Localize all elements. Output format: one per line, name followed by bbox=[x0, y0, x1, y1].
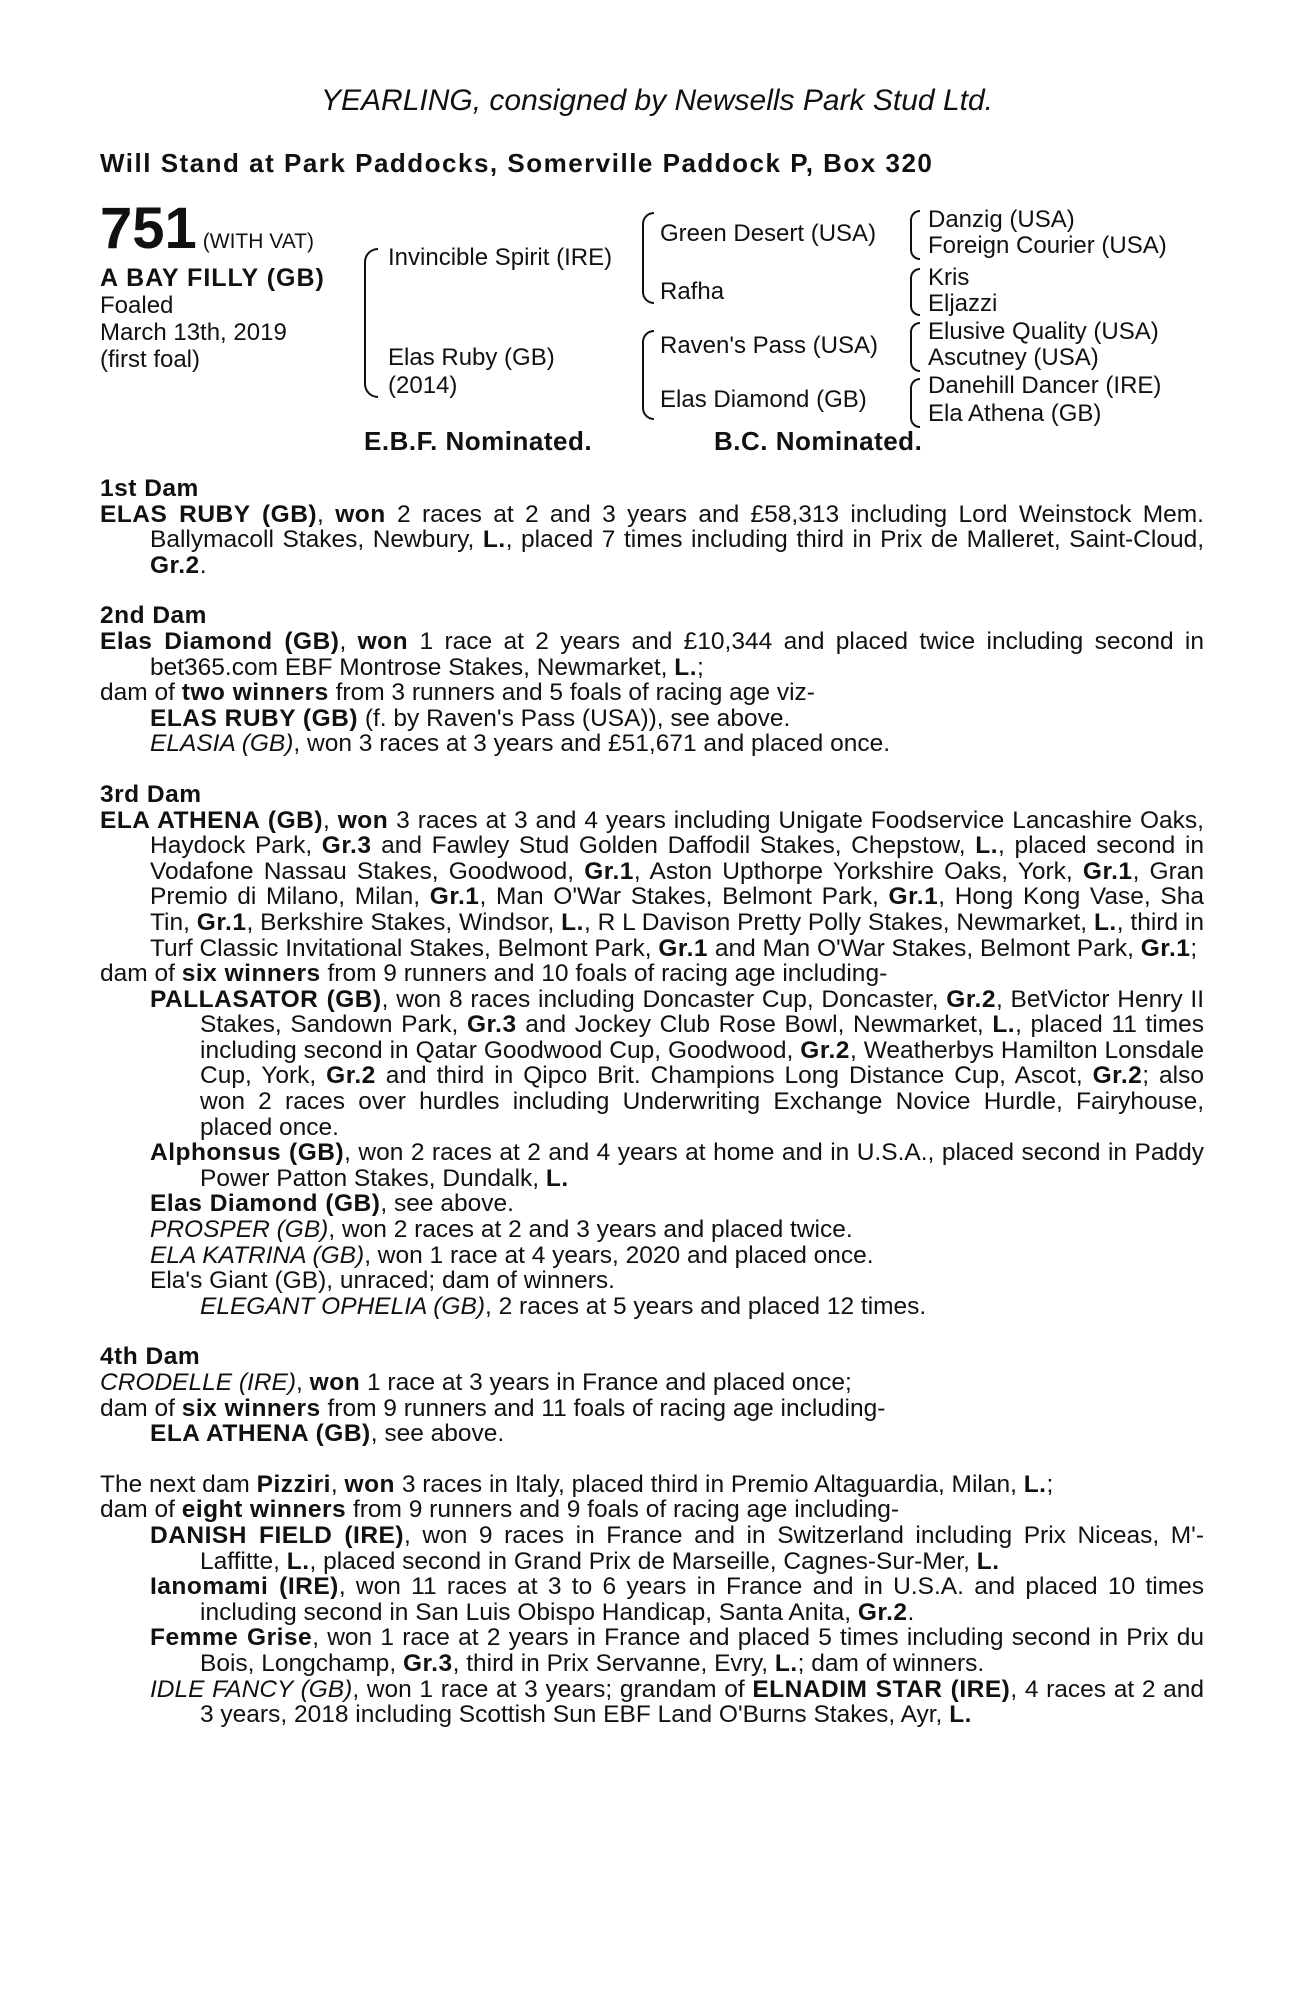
winners-count: two winners bbox=[181, 679, 329, 707]
progeny-name: Ianomami (IRE) bbox=[150, 1573, 339, 1601]
race-text: , won 9 races in France and in Switzerland including Prix Niceas, M'-Laffitte, bbox=[200, 1521, 1204, 1575]
produce-text: from 9 runners and 9 foals of racing age including- bbox=[346, 1496, 900, 1524]
dam-of-label: dam of bbox=[100, 960, 182, 988]
race-text: , Hong Kong Vase, Sha Tin, bbox=[150, 883, 1205, 936]
second-dam-name: Elas Diamond (GB) bbox=[100, 627, 340, 655]
race-text: ; bbox=[1046, 1470, 1054, 1498]
next-dam-section bbox=[100, 1472, 1204, 1728]
winners-count: six winners bbox=[181, 1394, 321, 1422]
grade-label: Gr.1 bbox=[1082, 857, 1133, 885]
grade-label: Gr.3 bbox=[466, 1011, 517, 1039]
bc-nominated: B.C. Nominated. bbox=[714, 426, 923, 456]
grade-label: L. bbox=[482, 526, 506, 554]
progeny-entry: Ela's Giant (GB), unraced; dam of winners. bbox=[150, 1267, 615, 1295]
produce-summary bbox=[100, 1497, 1204, 1523]
next-dam-entry bbox=[100, 1472, 1204, 1498]
progeny-name: IDLE FANCY (GB) bbox=[150, 1675, 353, 1703]
winners-count: eight winners bbox=[181, 1496, 347, 1524]
ebf-nominated: E.B.F. Nominated. bbox=[364, 426, 593, 456]
race-text: and Man O'War Stakes, Belmont Park, bbox=[708, 934, 1141, 962]
grade-label: Gr.2 bbox=[150, 551, 200, 579]
race-text: ; bbox=[697, 653, 704, 681]
grade-label: Gr.1 bbox=[196, 908, 247, 936]
race-text: . bbox=[199, 551, 207, 579]
progeny-entry bbox=[100, 731, 1204, 757]
dam-of-label: dam of bbox=[100, 1496, 182, 1524]
progeny-text: , see above. bbox=[370, 1420, 505, 1448]
grade-label: Gr.1 bbox=[584, 857, 634, 885]
winners-count: six winners bbox=[181, 960, 321, 988]
grade-label: Gr.2 bbox=[1092, 1062, 1143, 1090]
dam-parents-brace bbox=[642, 330, 654, 420]
gg-3: Kris bbox=[928, 264, 970, 291]
consignment-line: YEARLING, consigned by Newsells Park Stud Ltd. bbox=[321, 84, 993, 117]
grade-label: L. bbox=[975, 832, 999, 860]
g-brace-1 bbox=[910, 210, 920, 260]
sire-dam: Rafha bbox=[660, 278, 725, 305]
third-dam-heading: 3rd Dam bbox=[100, 780, 202, 808]
progeny-entry bbox=[100, 1217, 1204, 1243]
first-dam-section bbox=[100, 476, 1204, 578]
progeny-name: ELEGANT OPHELIA (GB) bbox=[200, 1292, 485, 1320]
third-dam-entry: ELA ATHENA (GB), won 3 races at 3 and 4 years including Unigate Foodservice Lancashire Oaks, Haydock Park, Gr.3 and Fawley Stud Golden Daffodil Stakes, Chepstow, L., placed second in Vodafone Nassau Stakes, Goodwood, Gr.1, Aston Upthorpe Yorkshire Oaks, York, Gr.1, Gran Premio di Milano, Milan, Gr.1, Man O'War Stakes, Belmont Park, Gr.1, Hong Kong Vase, Sha Tin, Gr.1, Berkshire Stakes, Windsor, L., R L Davison Pretty Polly Stakes, Newmarket, L., third in Turf Classic Invitational Stakes, Belmont Park, Gr.1 and Man O'War Stakes, Belmont Park, Gr.1; bbox=[100, 806, 1205, 962]
grade-label: Gr.3 bbox=[402, 1649, 453, 1677]
race-text: and Fawley Stud Golden Daffodil Stakes, Chepstow, bbox=[371, 832, 976, 860]
race-text: 1 race at 2 years and £10,344 and placed twice including second in bet365.com EBF Montrose Stakes, Newmarket, bbox=[150, 627, 1204, 681]
race-text: , third in Prix Servanne, Evry, bbox=[452, 1649, 775, 1677]
dam-year: (2014) bbox=[388, 372, 458, 399]
foaled-label: Foaled bbox=[100, 292, 174, 319]
sire-dam-brace bbox=[364, 248, 378, 398]
won-label: won bbox=[344, 1470, 396, 1498]
progeny-name: Alphonsus (GB) bbox=[150, 1139, 345, 1167]
grand-progeny-entry bbox=[100, 1294, 1204, 1320]
race-text: , won 1 race at 2 years in France and placed 5 times including second in Prix du Bois, Longchamp, bbox=[200, 1624, 1204, 1677]
race-text: , Weatherbys Hamilton Lonsdale Cup, York, bbox=[200, 1036, 1204, 1090]
race-text: , R L Davison Pretty Polly Stakes, Newmarket, bbox=[583, 908, 1094, 936]
race-text: , BetVictor Henry II Stakes, Sandown Park, bbox=[200, 985, 1204, 1039]
grade-label: L. bbox=[774, 1649, 798, 1677]
gg-5: Elusive Quality (USA) bbox=[928, 318, 1159, 345]
progeny-entry bbox=[100, 1625, 1204, 1676]
sire: Invincible Spirit (IRE) bbox=[388, 244, 613, 271]
race-text: and Jockey Club Rose Bowl, Newmarket, bbox=[516, 1011, 993, 1039]
race-text: and third in Qipco Brit. Champions Long Distance Cup, Ascot, bbox=[375, 1062, 1093, 1090]
progeny-name: Femme Grise bbox=[150, 1624, 313, 1652]
grade-label: Gr.3 bbox=[321, 832, 372, 860]
progeny-entry bbox=[100, 706, 1204, 732]
next-dam-lead: The next dam bbox=[100, 1470, 257, 1498]
grade-label: L. bbox=[992, 1011, 1016, 1039]
grade-label: Gr.2 bbox=[857, 1598, 908, 1626]
race-text: ; bbox=[1190, 934, 1198, 962]
grade-label: L. bbox=[286, 1547, 310, 1575]
horse-name: A BAY FILLY (GB) bbox=[100, 264, 325, 292]
g-brace-2 bbox=[910, 268, 920, 316]
race-text: , Aston Upthorpe Yorkshire Oaks, York, bbox=[633, 857, 1083, 885]
produce-text: from 9 runners and 10 foals of racing age including- bbox=[320, 960, 888, 988]
gg-7: Danehill Dancer (IRE) bbox=[928, 372, 1162, 399]
race-text: , 4 races at 2 and 3 years, 2018 including Scottish Sun EBF Land O'Burns Stakes, Ayr, bbox=[200, 1675, 1204, 1729]
foal-note: (first foal) bbox=[100, 346, 201, 373]
catalogue-body bbox=[100, 476, 1204, 1753]
race-text: 2 races at 2 and 3 years and £58,313 including Lord Weinstock Mem. Ballymacoll Stakes, Newbury, bbox=[150, 500, 1204, 554]
lot-number-value: 751 bbox=[100, 196, 197, 261]
stand-location: Will Stand at Park Paddocks, Somerville Paddock P, Box 320 bbox=[100, 148, 934, 178]
progeny-name: PALLASATOR (GB) bbox=[150, 985, 382, 1013]
sire-sire: Green Desert (USA) bbox=[660, 220, 877, 247]
dam-dam: Elas Diamond (GB) bbox=[660, 386, 867, 413]
fourth-dam-name: CRODELLE (IRE) bbox=[100, 1369, 297, 1396]
grade-label: L. bbox=[1093, 908, 1117, 936]
race-text: , placed 7 times including third in Prix de Malleret, Saint-Cloud, bbox=[505, 526, 1204, 554]
fourth-dam-section bbox=[100, 1344, 1204, 1446]
produce-summary bbox=[100, 1396, 1204, 1422]
fourth-dam-heading: 4th Dam bbox=[100, 1343, 201, 1371]
first-dam-name: ELAS RUBY (GB) bbox=[100, 500, 318, 528]
progeny-name: PROSPER (GB) bbox=[150, 1216, 329, 1244]
next-dam-name: Pizziri bbox=[256, 1470, 331, 1498]
race-text: . bbox=[907, 1598, 915, 1626]
grade-label: Gr.2 bbox=[326, 1062, 376, 1090]
won-label: won bbox=[309, 1369, 361, 1396]
race-text: , Gran Premio di Milano, Milan, bbox=[150, 857, 1204, 911]
progeny-name: ELASIA (GB) bbox=[150, 730, 294, 758]
race-text: 3 races in Italy, placed third in Premio Altaguardia, Milan, bbox=[395, 1470, 1024, 1498]
race-text: , won 2 races at 2 and 4 years at home and in U.S.A., placed second in Paddy Power Patton Stakes, Dundalk, bbox=[200, 1139, 1204, 1192]
gg-8: Ela Athena (GB) bbox=[928, 400, 1102, 427]
race-text: 1 race at 3 years in France and placed once; bbox=[360, 1369, 852, 1396]
progeny-name: ELA ATHENA (GB) bbox=[150, 1420, 371, 1448]
grade-label: Gr.1 bbox=[1140, 934, 1191, 962]
progeny-entry bbox=[100, 1574, 1204, 1625]
race-text: , Berkshire Stakes, Windsor, bbox=[246, 908, 562, 936]
progeny-entry bbox=[100, 1421, 1204, 1447]
progeny-name: ELNADIM STAR (IRE) bbox=[752, 1675, 1011, 1703]
gg-4: Eljazzi bbox=[928, 290, 998, 317]
gg-2: Foreign Courier (USA) bbox=[928, 232, 1167, 259]
grade-label: Gr.2 bbox=[946, 985, 996, 1013]
produce-text: from 3 runners and 5 foals of racing age viz- bbox=[328, 679, 815, 707]
first-dam-heading: 1st Dam bbox=[100, 475, 199, 502]
progeny-text: , see above. bbox=[380, 1190, 514, 1218]
progeny-text: , won 3 races at 3 years and £51,671 and placed once. bbox=[293, 730, 890, 758]
won-label: won bbox=[337, 806, 389, 834]
race-text: 3 races at 3 and 4 years including Unigate Foodservice Lancashire Oaks, Haydock Park, bbox=[150, 806, 1204, 860]
progeny-entry bbox=[100, 1523, 1204, 1574]
progeny-text: , won 2 races at 2 and 3 years and placed twice. bbox=[328, 1216, 853, 1244]
lot-number bbox=[100, 196, 314, 261]
first-dam-entry: ELAS RUBY (GB), won 2 races at 2 and 3 years and £58,313 including Lord Weinstock Mem. Ballymacoll Stakes, Newbury, L., placed 7 times including third in Prix de Malleret, Saint-Cloud, Gr.2. bbox=[100, 500, 1204, 579]
dam-of-label: dam of bbox=[100, 679, 182, 707]
progeny-text: (f. by Raven's Pass (USA)), see above. bbox=[358, 704, 791, 732]
grade-label: Gr.2 bbox=[800, 1036, 850, 1064]
separator: , bbox=[330, 1470, 345, 1498]
race-text: , placed 11 times including second in Qatar Goodwood Cup, Goodwood, bbox=[200, 1011, 1204, 1064]
sire-parents-brace bbox=[642, 212, 654, 304]
progeny-entry bbox=[100, 1677, 1204, 1728]
foaled-info bbox=[100, 292, 287, 373]
foaled-date: March 13th, 2019 bbox=[100, 319, 287, 346]
third-dam-name: ELA ATHENA (GB) bbox=[100, 806, 323, 834]
race-text: , won 1 race at 3 years; grandam of bbox=[352, 1675, 753, 1703]
grade-label: Gr.1 bbox=[658, 934, 709, 962]
dam-sire: Raven's Pass (USA) bbox=[660, 332, 878, 359]
progeny-text: , won 1 race at 4 years, 2020 and placed once. bbox=[364, 1241, 874, 1269]
won-label: won bbox=[335, 500, 386, 528]
race-text: ; also won 2 races over hurdles including Underwriting Exchange Novice Hurdle, Fairyhouse, placed once. bbox=[200, 1062, 1204, 1141]
grade-label: L. bbox=[949, 1701, 972, 1729]
progeny-name: ELA KATRINA (GB) bbox=[150, 1241, 365, 1269]
race-text: , Man O'War Stakes, Belmont Park, bbox=[479, 883, 889, 911]
progeny-name: Elas Diamond (GB) bbox=[150, 1190, 381, 1218]
dam: Elas Ruby (GB) bbox=[388, 344, 555, 371]
progeny-entry bbox=[100, 1191, 1204, 1217]
vat-note: (WITH VAT) bbox=[202, 230, 314, 253]
race-text: , won 8 races including Doncaster Cup, Doncaster, bbox=[381, 985, 947, 1013]
grade-label: L. bbox=[976, 1547, 1000, 1575]
race-text: , placed second in Vodafone Nassau Stakes, Goodwood, bbox=[150, 832, 1205, 885]
race-text: , won 11 races at 3 to 6 years in France and in U.S.A. and placed 10 times including second in San Luis Obispo Handicap, Santa Anita, bbox=[200, 1573, 1204, 1626]
progeny-entry bbox=[100, 987, 1204, 1141]
race-text: , third in Turf Classic Invitational Stakes, Belmont Park, bbox=[150, 908, 1204, 962]
produce-summary bbox=[100, 961, 1204, 987]
second-dam-entry: Elas Diamond (GB), won 1 race at 2 years and £10,344 and placed twice including second in bet365.com EBF Montrose Stakes, Newmarket, L.; bbox=[100, 627, 1204, 681]
progeny-entry bbox=[100, 1243, 1204, 1269]
produce-text: from 9 runners and 11 foals of racing age including- bbox=[320, 1394, 886, 1422]
won-label: won bbox=[357, 627, 409, 655]
progeny-text: , 2 races at 5 years and placed 12 times. bbox=[485, 1292, 927, 1320]
grade-label: L. bbox=[545, 1164, 569, 1192]
second-dam-section bbox=[100, 603, 1204, 757]
grade-label: Gr.1 bbox=[888, 883, 939, 911]
grade-label: L. bbox=[674, 653, 698, 681]
dam-of-label: dam of bbox=[100, 1394, 182, 1422]
produce-summary bbox=[100, 680, 1204, 706]
gg-6: Ascutney (USA) bbox=[928, 344, 1099, 371]
grade-label: L. bbox=[1023, 1470, 1047, 1498]
race-text: ; dam of winners. bbox=[797, 1649, 985, 1677]
grade-label: L. bbox=[561, 908, 584, 936]
progeny-name: ELAS RUBY (GB) bbox=[150, 704, 359, 732]
third-dam-section bbox=[100, 782, 1204, 1319]
progeny-name: DANISH FIELD (IRE) bbox=[150, 1521, 405, 1549]
g-brace-3 bbox=[910, 322, 920, 372]
grade-label: Gr.1 bbox=[429, 883, 480, 911]
separator: , bbox=[296, 1369, 310, 1396]
g-brace-4 bbox=[910, 378, 920, 428]
gg-1: Danzig (USA) bbox=[928, 206, 1075, 233]
race-text: , placed second in Grand Prix de Marseille, Cagnes-Sur-Mer, bbox=[309, 1547, 977, 1575]
fourth-dam-entry bbox=[100, 1370, 1204, 1396]
second-dam-heading: 2nd Dam bbox=[100, 602, 207, 630]
progeny-entry bbox=[100, 1140, 1204, 1191]
